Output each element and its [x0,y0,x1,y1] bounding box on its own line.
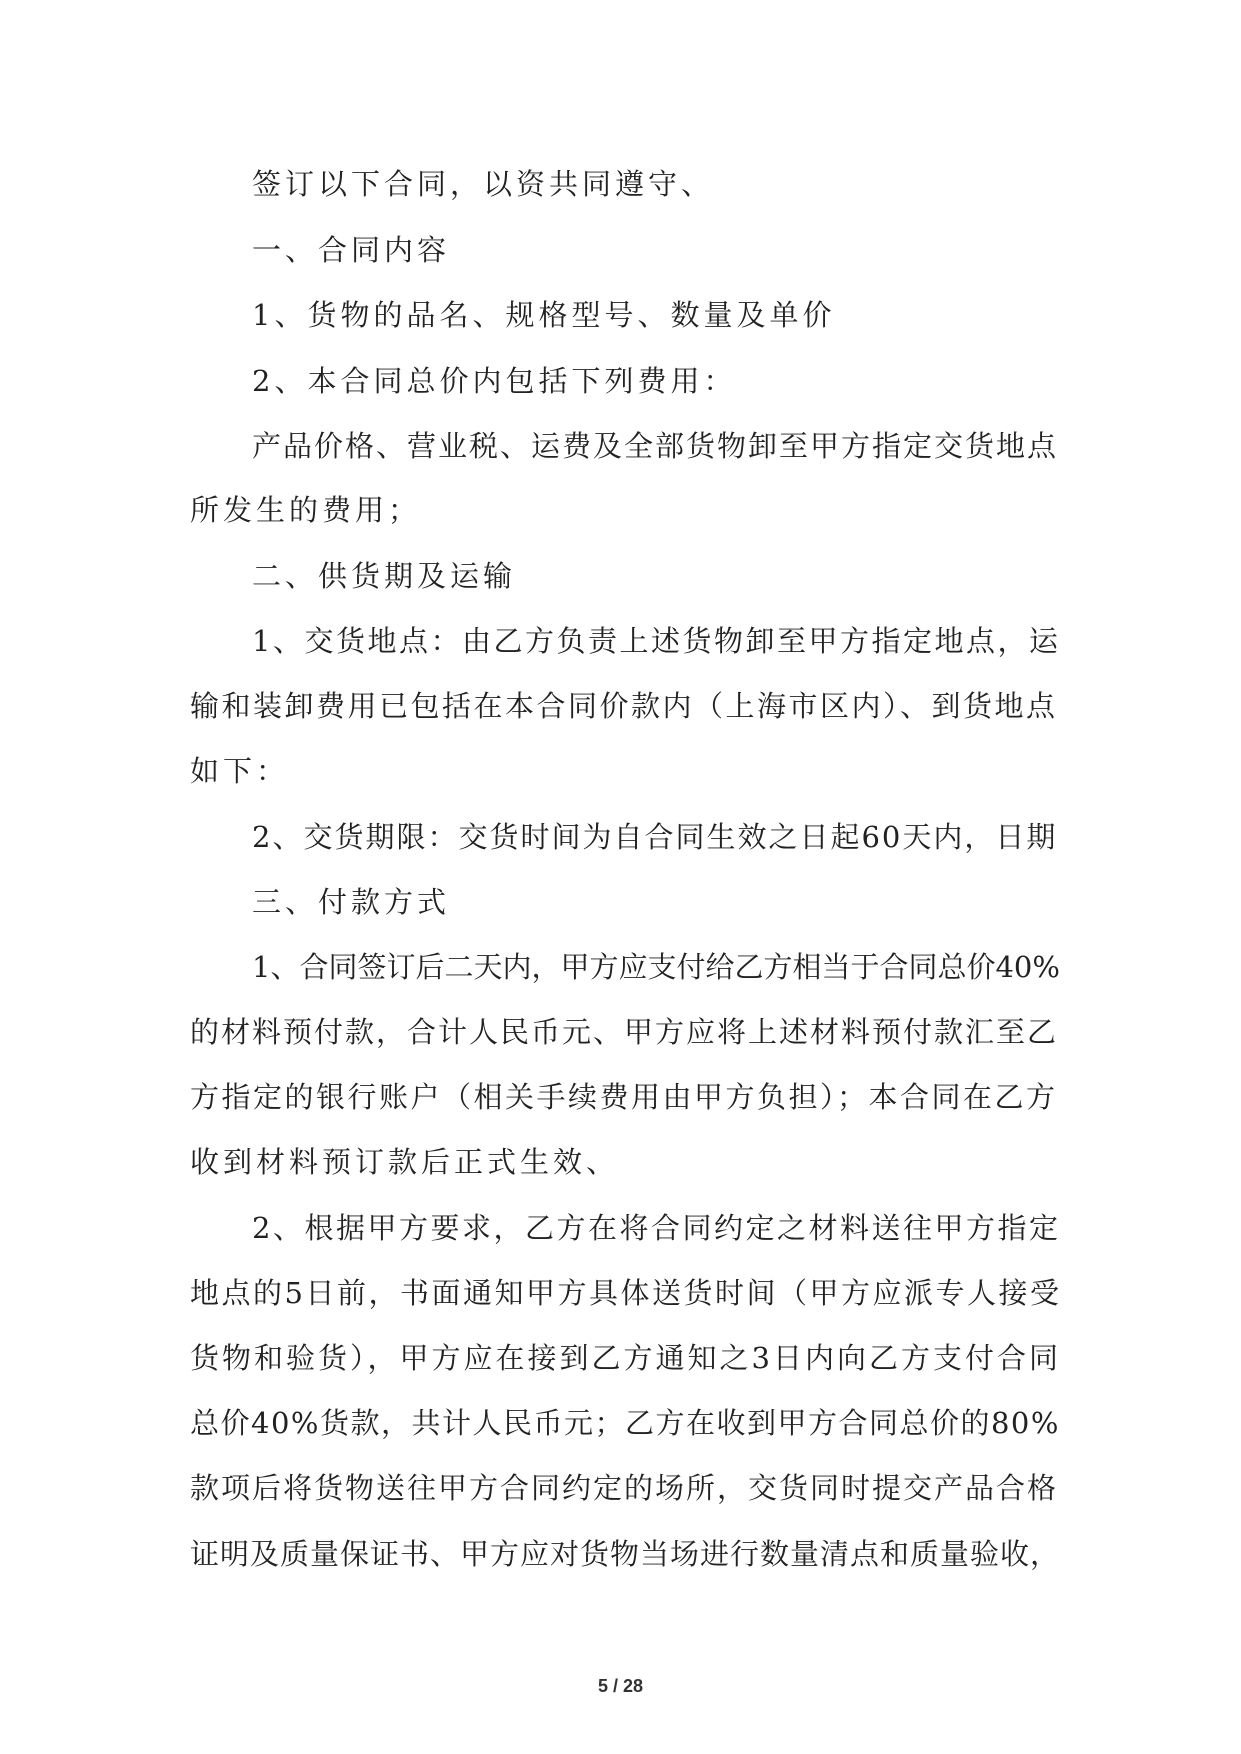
paragraph-line: 1、交货地点：由乙方负责上述货物卸至甲方指定地点，运 [252,624,1061,658]
paragraph-line: 总价40%货款，共计人民币元；乙方在收到甲方合同总价的80% [190,1406,1060,1440]
paragraph-line: 如下： [190,754,290,788]
paragraph-line: 产品价格、营业税、运费及全部货物卸至甲方指定交货地点 [252,429,1059,463]
paragraph-line: 输和装卸费用已包括在本合同价款内（上海市区内）、到货地点 [190,689,1058,723]
page-number: 5 / 28 [597,1676,644,1696]
paragraph-line: 签订以下合同，以资共同遵守、 [252,167,715,201]
paragraph-line: 2、本合同总价内包括下列费用： [252,364,737,398]
paragraph-line: 所发生的费用； [190,493,422,527]
paragraph-line: 方指定的银行账户（相关手续费用由甲方负担）；本合同在乙方 [190,1080,1058,1114]
paragraph-line: 货物和验货），甲方应在接到乙方通知之3日内向乙方支付合同 [190,1341,1061,1375]
section-heading: 二、供货期及运输 [252,559,517,593]
paragraph-line: 款项后将货物送往甲方合同约定的场所，交货同时提交产品合格 [190,1471,1059,1505]
paragraph-line: 证明及质量保证书、甲方应对货物当场进行数量清点和质量验收， [190,1537,1061,1571]
paragraph-line: 2、根据甲方要求，乙方在将合同约定之材料送往甲方指定 [252,1211,1061,1245]
paragraph-line: 1、合同签订后二天内，甲方应支付给乙方相当于合同总价40% [252,950,1060,984]
paragraph-line: 收到材料预订款后正式生效、 [190,1145,620,1179]
paragraph-line: 的材料预付款，合计人民币元、甲方应将上述材料预付款汇至乙 [190,1015,1059,1049]
paragraph-line: 1、货物的品名、规格型号、数量及单价 [252,298,836,332]
paragraph-line: 2、交货期限：交货时间为自合同生效之日起60天内，日期 [252,820,1058,854]
section-heading: 三、付款方式 [252,885,451,919]
section-heading: 一、合同内容 [252,233,451,267]
paragraph-line: 地点的5日前，书面通知甲方具体送货时间（甲方应派专人接受 [190,1276,1062,1310]
